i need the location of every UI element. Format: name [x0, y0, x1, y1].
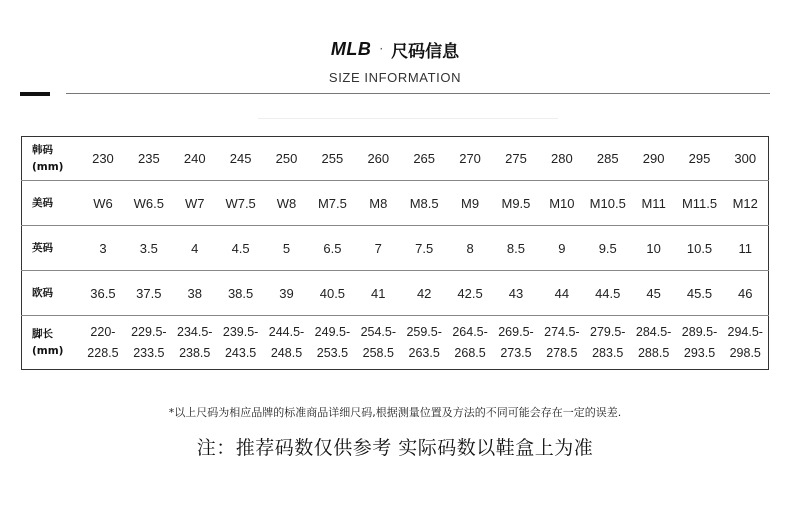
- foot-length-cell: [264, 316, 310, 370]
- foot-length-cell: [631, 316, 677, 370]
- size-cell: 240: [172, 137, 218, 181]
- size-cell: 9.5: [585, 226, 631, 271]
- size-cell: 45: [631, 271, 677, 316]
- table-row: [22, 271, 769, 316]
- range-end: 283.5: [592, 345, 624, 360]
- range-start: 229.5-: [131, 324, 167, 339]
- size-cell: 260: [355, 137, 401, 181]
- size-cell: 245: [218, 137, 264, 181]
- size-cell: M8.5: [401, 181, 447, 226]
- range-end: 268.5: [454, 345, 486, 360]
- size-cell: W7: [172, 181, 218, 226]
- size-cell: 11: [722, 226, 768, 271]
- table-row: [22, 226, 769, 271]
- size-cell: 42: [401, 271, 447, 316]
- range-end: 288.5: [637, 345, 670, 360]
- faint-divider: [258, 118, 558, 119]
- row-label-line: 欧码: [32, 286, 53, 299]
- size-cell: W6.5: [126, 181, 172, 226]
- size-cell: 285: [585, 137, 631, 181]
- range-end: 243.5: [224, 345, 257, 360]
- row-label: [22, 226, 81, 271]
- range-start: 249.5-: [314, 324, 351, 339]
- size-cell: 44: [539, 271, 585, 316]
- range-start: 269.5-: [498, 324, 534, 339]
- size-cell: 290: [631, 137, 677, 181]
- foot-length-cell: [539, 316, 585, 370]
- size-cell: 39: [264, 271, 310, 316]
- range-start: 244.5-: [268, 324, 305, 339]
- table-row: [22, 181, 769, 226]
- page-subtitle: SIZE INFORMATION: [328, 70, 462, 85]
- size-cell: 9: [539, 226, 585, 271]
- size-cell: W6: [80, 181, 126, 226]
- size-cell: M10.5: [585, 181, 631, 226]
- size-cell: 280: [539, 137, 585, 181]
- row-label-line: 脚长: [32, 327, 53, 340]
- range-end: 248.5: [270, 345, 303, 360]
- foot-length-cell: [722, 316, 768, 370]
- size-cell: 235: [126, 137, 172, 181]
- range-end: 298.5: [729, 345, 761, 360]
- range-start: 239.5-: [222, 324, 259, 339]
- size-cell: 8: [447, 226, 493, 271]
- size-cell: 295: [677, 137, 723, 181]
- size-cell: M8: [355, 181, 401, 226]
- range-end: 263.5: [408, 345, 440, 360]
- range-start: 220-: [90, 324, 116, 339]
- header: [0, 36, 790, 62]
- foot-length-cell: [447, 316, 493, 370]
- size-cell: W7.5: [218, 181, 264, 226]
- foot-length-cell: [80, 316, 126, 370]
- row-label-line: (mm): [32, 344, 64, 357]
- size-cell: 42.5: [447, 271, 493, 316]
- size-cell: 5: [264, 226, 310, 271]
- size-cell: W8: [264, 181, 310, 226]
- size-cell: 265: [401, 137, 447, 181]
- row-label: [22, 137, 81, 181]
- range-end: 238.5: [179, 345, 211, 360]
- range-start: 264.5-: [452, 324, 488, 339]
- size-cell: 38: [172, 271, 218, 316]
- foot-length-cell: [172, 316, 218, 370]
- row-label-line: 韩码: [32, 143, 53, 156]
- range-end: 253.5: [316, 345, 349, 360]
- size-cell: 37.5: [126, 271, 172, 316]
- row-label-line: 美码: [32, 196, 53, 209]
- size-cell: M9: [447, 181, 493, 226]
- row-label: [22, 316, 81, 370]
- size-cell: 4.5: [218, 226, 264, 271]
- range-start: 274.5-: [544, 324, 580, 339]
- foot-length-cell: [309, 316, 355, 370]
- range-end: 233.5: [133, 345, 165, 360]
- foot-length-cell: [355, 316, 401, 370]
- range-end: 278.5: [546, 345, 578, 360]
- foot-length-cell: [493, 316, 539, 370]
- size-cell: 41: [355, 271, 401, 316]
- size-cell: 275: [493, 137, 539, 181]
- page-title: 尺码信息: [391, 41, 460, 62]
- range-start: 279.5-: [590, 324, 626, 339]
- range-start: 259.5-: [406, 324, 442, 339]
- size-cell: 46: [722, 271, 768, 316]
- range-start: 294.5-: [727, 324, 763, 339]
- size-cell: 38.5: [218, 271, 264, 316]
- size-cell: 43: [493, 271, 539, 316]
- size-cell: M11: [631, 181, 677, 226]
- row-label: [22, 181, 81, 226]
- size-cell: 44.5: [585, 271, 631, 316]
- range-end: 228.5: [87, 345, 119, 360]
- size-cell: 45.5: [677, 271, 723, 316]
- size-cell: 8.5: [493, 226, 539, 271]
- size-cell: M10: [539, 181, 585, 226]
- accent-divider: [20, 92, 50, 96]
- foot-length-cell: [401, 316, 447, 370]
- size-cell: 36.5: [80, 271, 126, 316]
- recommendation-note: 注：推荐码数仅供参考 实际码数以鞋盒上为准: [196, 437, 594, 459]
- title-row: [0, 36, 790, 62]
- size-cell: 255: [309, 137, 355, 181]
- size-cell: 230: [80, 137, 126, 181]
- range-start: 254.5-: [360, 324, 397, 339]
- foot-length-cell: [218, 316, 264, 370]
- brand-logo: MLB: [330, 38, 372, 59]
- size-cell: 7: [355, 226, 401, 271]
- size-cell: 250: [264, 137, 310, 181]
- size-cell: M11.5: [677, 181, 723, 226]
- header-divider: [66, 93, 770, 94]
- size-cell: 4: [172, 226, 218, 271]
- size-table: [21, 136, 769, 370]
- size-cell: 6.5: [309, 226, 355, 271]
- title-separator: ·: [379, 42, 384, 56]
- row-label-line: 英码: [32, 241, 53, 254]
- size-cell: 3: [80, 226, 126, 271]
- foot-length-cell: [126, 316, 172, 370]
- range-end: 293.5: [683, 345, 716, 360]
- size-cell: 270: [447, 137, 493, 181]
- foot-length-cell: [677, 316, 723, 370]
- size-cell: 40.5: [309, 271, 355, 316]
- disclaimer-note: *以上尺码为相应品牌的标准商品详细尺码,根据测量位置及方法的不同可能会存在一定的误差.: [168, 406, 622, 419]
- foot-length-cell: [585, 316, 631, 370]
- range-start: 234.5-: [177, 324, 213, 339]
- range-start: 284.5-: [635, 324, 672, 339]
- row-label-line: (mm): [32, 160, 64, 173]
- range-end: 273.5: [500, 345, 532, 360]
- size-cell: M12: [722, 181, 768, 226]
- size-cell: M9.5: [493, 181, 539, 226]
- size-cell: 10.5: [677, 226, 723, 271]
- size-cell: 7.5: [401, 226, 447, 271]
- table-row: [22, 316, 769, 370]
- size-cell: 10: [631, 226, 677, 271]
- size-cell: M7.5: [309, 181, 355, 226]
- size-cell: 3.5: [126, 226, 172, 271]
- range-start: 289.5-: [681, 324, 718, 339]
- table-row: [22, 137, 769, 181]
- size-cell: 300: [722, 137, 768, 181]
- row-label: [22, 271, 81, 316]
- range-end: 258.5: [362, 345, 394, 360]
